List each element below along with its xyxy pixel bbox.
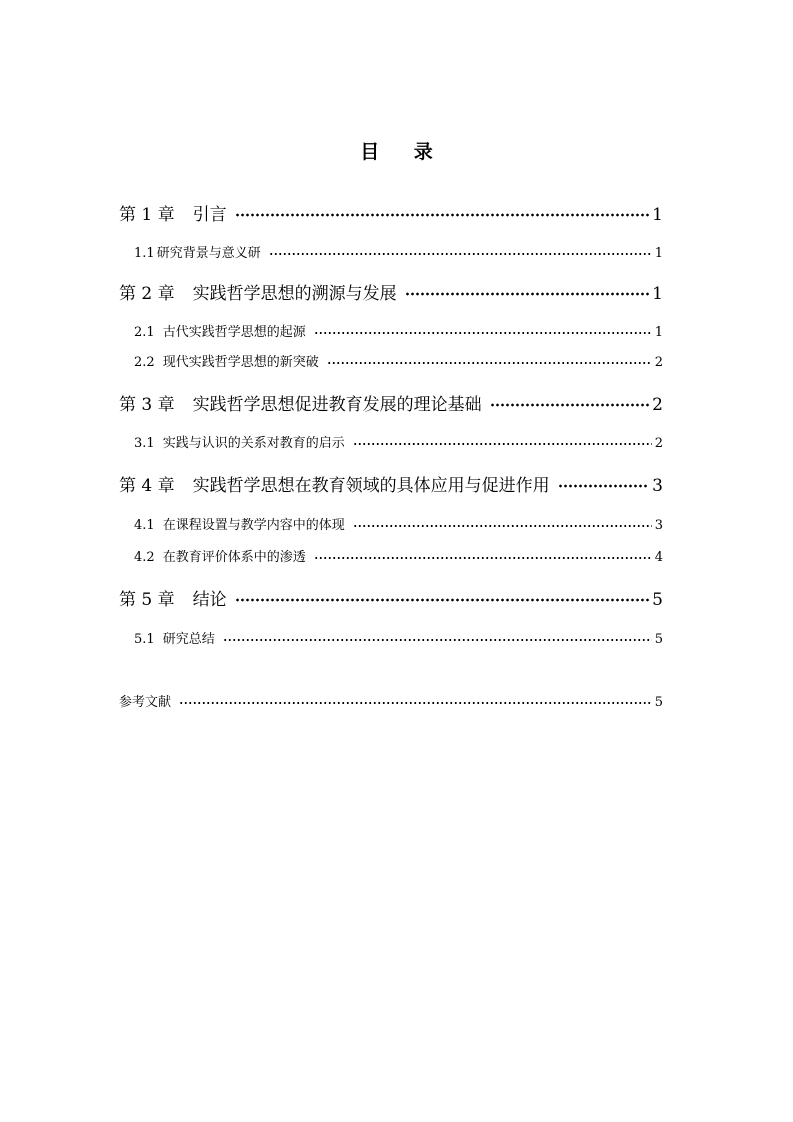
section-title: 古代实践哲学思想的起源	[162, 325, 306, 340]
dot-leader	[353, 524, 652, 528]
chapter-title: 结论	[192, 590, 227, 610]
page-number: 4	[654, 550, 663, 565]
toc-entry-section-3-1[interactable]	[134, 433, 663, 451]
toc-entry-section-5-1[interactable]	[134, 629, 663, 647]
dot-leader	[490, 402, 650, 408]
page-number: 1	[652, 205, 663, 225]
page-number: 2	[654, 355, 663, 370]
toc-entry-section-2-1[interactable]	[134, 322, 663, 340]
page-number: 2	[652, 395, 663, 415]
page-number: 2	[654, 436, 663, 451]
section-title: 研究总结	[162, 632, 215, 647]
dot-leader	[314, 556, 652, 560]
dot-leader	[179, 701, 652, 705]
section-title: 研究背景与意义研	[156, 246, 261, 261]
page-number: 1	[654, 325, 663, 340]
page-number: 3	[654, 518, 663, 533]
section-number: 4.2	[134, 550, 155, 565]
chapter-title: 引言	[192, 205, 227, 225]
toc-entry-chapter-3[interactable]	[119, 391, 663, 415]
section-number: 2.2	[134, 355, 155, 370]
page-number: 1	[654, 246, 663, 261]
section-number: 4.1	[134, 518, 155, 533]
toc-title: 目 录	[360, 141, 447, 163]
toc-entry-section-4-2[interactable]	[134, 547, 663, 565]
page-number: 1	[652, 284, 663, 304]
toc-entry-chapter-1[interactable]	[119, 201, 663, 225]
toc-entry-section-4-1[interactable]	[134, 515, 663, 533]
dot-leader	[327, 361, 652, 365]
page-number: 5	[652, 590, 663, 610]
section-title: 在教育评价体系中的渗透	[162, 550, 306, 565]
dot-leader	[405, 291, 650, 297]
page-number: 5	[654, 695, 663, 710]
chapter-number: 第 5 章	[119, 590, 175, 610]
dot-leader	[223, 638, 652, 642]
section-number: 3.1	[134, 436, 155, 451]
toc-entry-chapter-5[interactable]	[119, 586, 663, 610]
chapter-number: 第 2 章	[119, 284, 175, 304]
toc-entry-references[interactable]	[119, 692, 663, 710]
section-number: 2.1	[134, 325, 155, 340]
toc-entry-chapter-2[interactable]	[119, 280, 663, 304]
chapter-title: 实践哲学思想在教育领域的具体应用与促进作用	[192, 476, 550, 496]
dot-leader	[314, 331, 652, 335]
references-title: 参考文献	[119, 695, 172, 710]
toc-entry-section-2-2[interactable]	[134, 352, 663, 370]
section-number: 5.1	[134, 632, 155, 647]
dot-leader	[235, 597, 650, 603]
dot-leader	[269, 252, 652, 256]
section-title: 现代实践哲学思想的新突破	[162, 355, 319, 370]
chapter-number: 第 4 章	[119, 476, 175, 496]
chapter-number: 第 1 章	[119, 205, 175, 225]
dot-leader	[353, 442, 652, 446]
chapter-number: 第 3 章	[119, 395, 175, 415]
page-number: 5	[654, 632, 663, 647]
dot-leader	[235, 212, 650, 218]
chapter-title: 实践哲学思想促进教育发展的理论基础	[192, 395, 482, 415]
chapter-title: 实践哲学思想的溯源与发展	[192, 284, 397, 304]
page-number: 3	[652, 476, 663, 496]
toc-entry-chapter-4[interactable]	[119, 472, 663, 496]
toc-entry-section-1-1[interactable]	[134, 243, 663, 261]
dot-leader	[558, 483, 650, 489]
section-title: 在课程设置与教学内容中的体现	[162, 518, 345, 533]
section-number: 1.1	[134, 246, 155, 261]
section-title: 实践与认识的关系对教育的启示	[162, 436, 345, 451]
